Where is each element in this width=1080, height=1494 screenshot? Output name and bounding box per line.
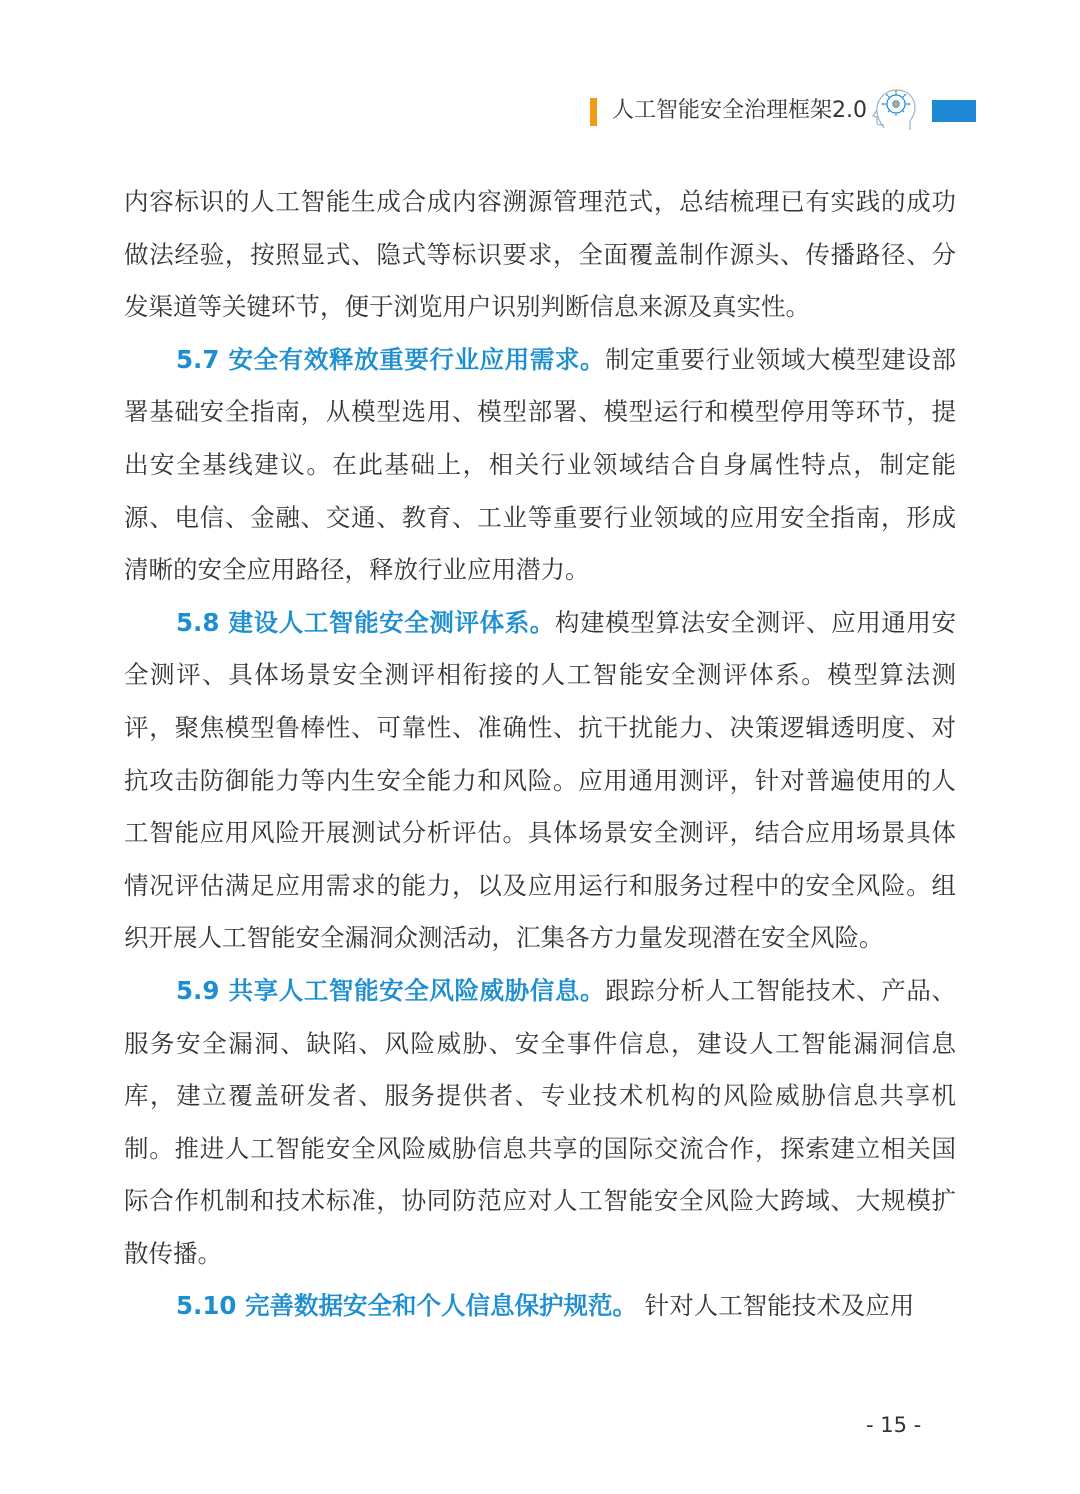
section-heading: 5.8 建设人工智能安全测评体系。 [176,607,555,637]
header-accent-bar [590,98,597,126]
section-5-7 [124,334,956,597]
section-heading: 5.7 安全有效释放重要行业应用需求。 [176,344,606,374]
paragraph-text: 针对人工智能技术及应用 [636,1291,915,1321]
paragraph-text: 内容标识的人工智能生成合成内容溯源管理范式，总结梳理已有实践的成功做法经验，按照显式、隐式等标识要求，全面覆盖制作源头、传播路径、分发渠道等关键环节，便于浏览用户识别判断信息来源及真实性。 [124,187,956,322]
ai-head-circuit-icon [870,84,920,136]
page-number: - 15 - [866,1413,922,1437]
paragraph-intro [124,176,956,334]
paragraph-text: 跟踪分析人工智能技术、产品、服务安全漏洞、缺陷、风险威胁、安全事件信息，建设人工智能漏洞信息库，建立覆盖研发者、服务提供者、专业技术机构的风险威胁信息共享机制。推进人工智能安全风险威胁信息共享的国际交流合作，探索建立相关国际合作机制和技术标准，协同防范应对人工智能安全风险大跨域、大规模扩散传播。 [124,975,956,1268]
header-title: 人工智能安全治理框架2.0 [612,98,867,123]
section-heading: 5.10 完善数据安全和个人信息保护规范。 [176,1291,637,1321]
section-heading: 5.9 共享人工智能安全风险威胁信息。 [176,975,606,1005]
section-5-9 [124,965,956,1281]
page-header [590,84,980,136]
document-body [124,176,956,1333]
section-5-10 [124,1280,956,1333]
paragraph-text: 制定重要行业领域大模型建设部署基础安全指南，从模型选用、模型部署、模型运行和模型停用等环节，提出安全基线建议。在此基础上，相关行业领域结合自身属性特点，制定能源、电信、金融、交通、教育、工业等重要行业领域的应用安全指南，形成清晰的安全应用路径，释放行业应用潜力。 [124,344,956,585]
section-5-8 [124,597,956,965]
header-blue-block [932,100,976,122]
paragraph-text: 构建模型算法安全测评、应用通用安全测评、具体场景安全测评相衔接的人工智能安全测评体系。模型算法测评，聚焦模型鲁棒性、可靠性、准确性、抗干扰能力、决策逻辑透明度、对抗攻击防御能力等内生安全能力和风险。应用通用测评，针对普遍使用的人工智能应用风险开展测试分析评估。具体场景安全测评，结合应用场景具体情况评估满足应用需求的能力，以及应用运行和服务过程中的安全风险。组织开展人工智能安全漏洞众测活动，汇集各方力量发现潜在安全风险。 [124,607,957,953]
